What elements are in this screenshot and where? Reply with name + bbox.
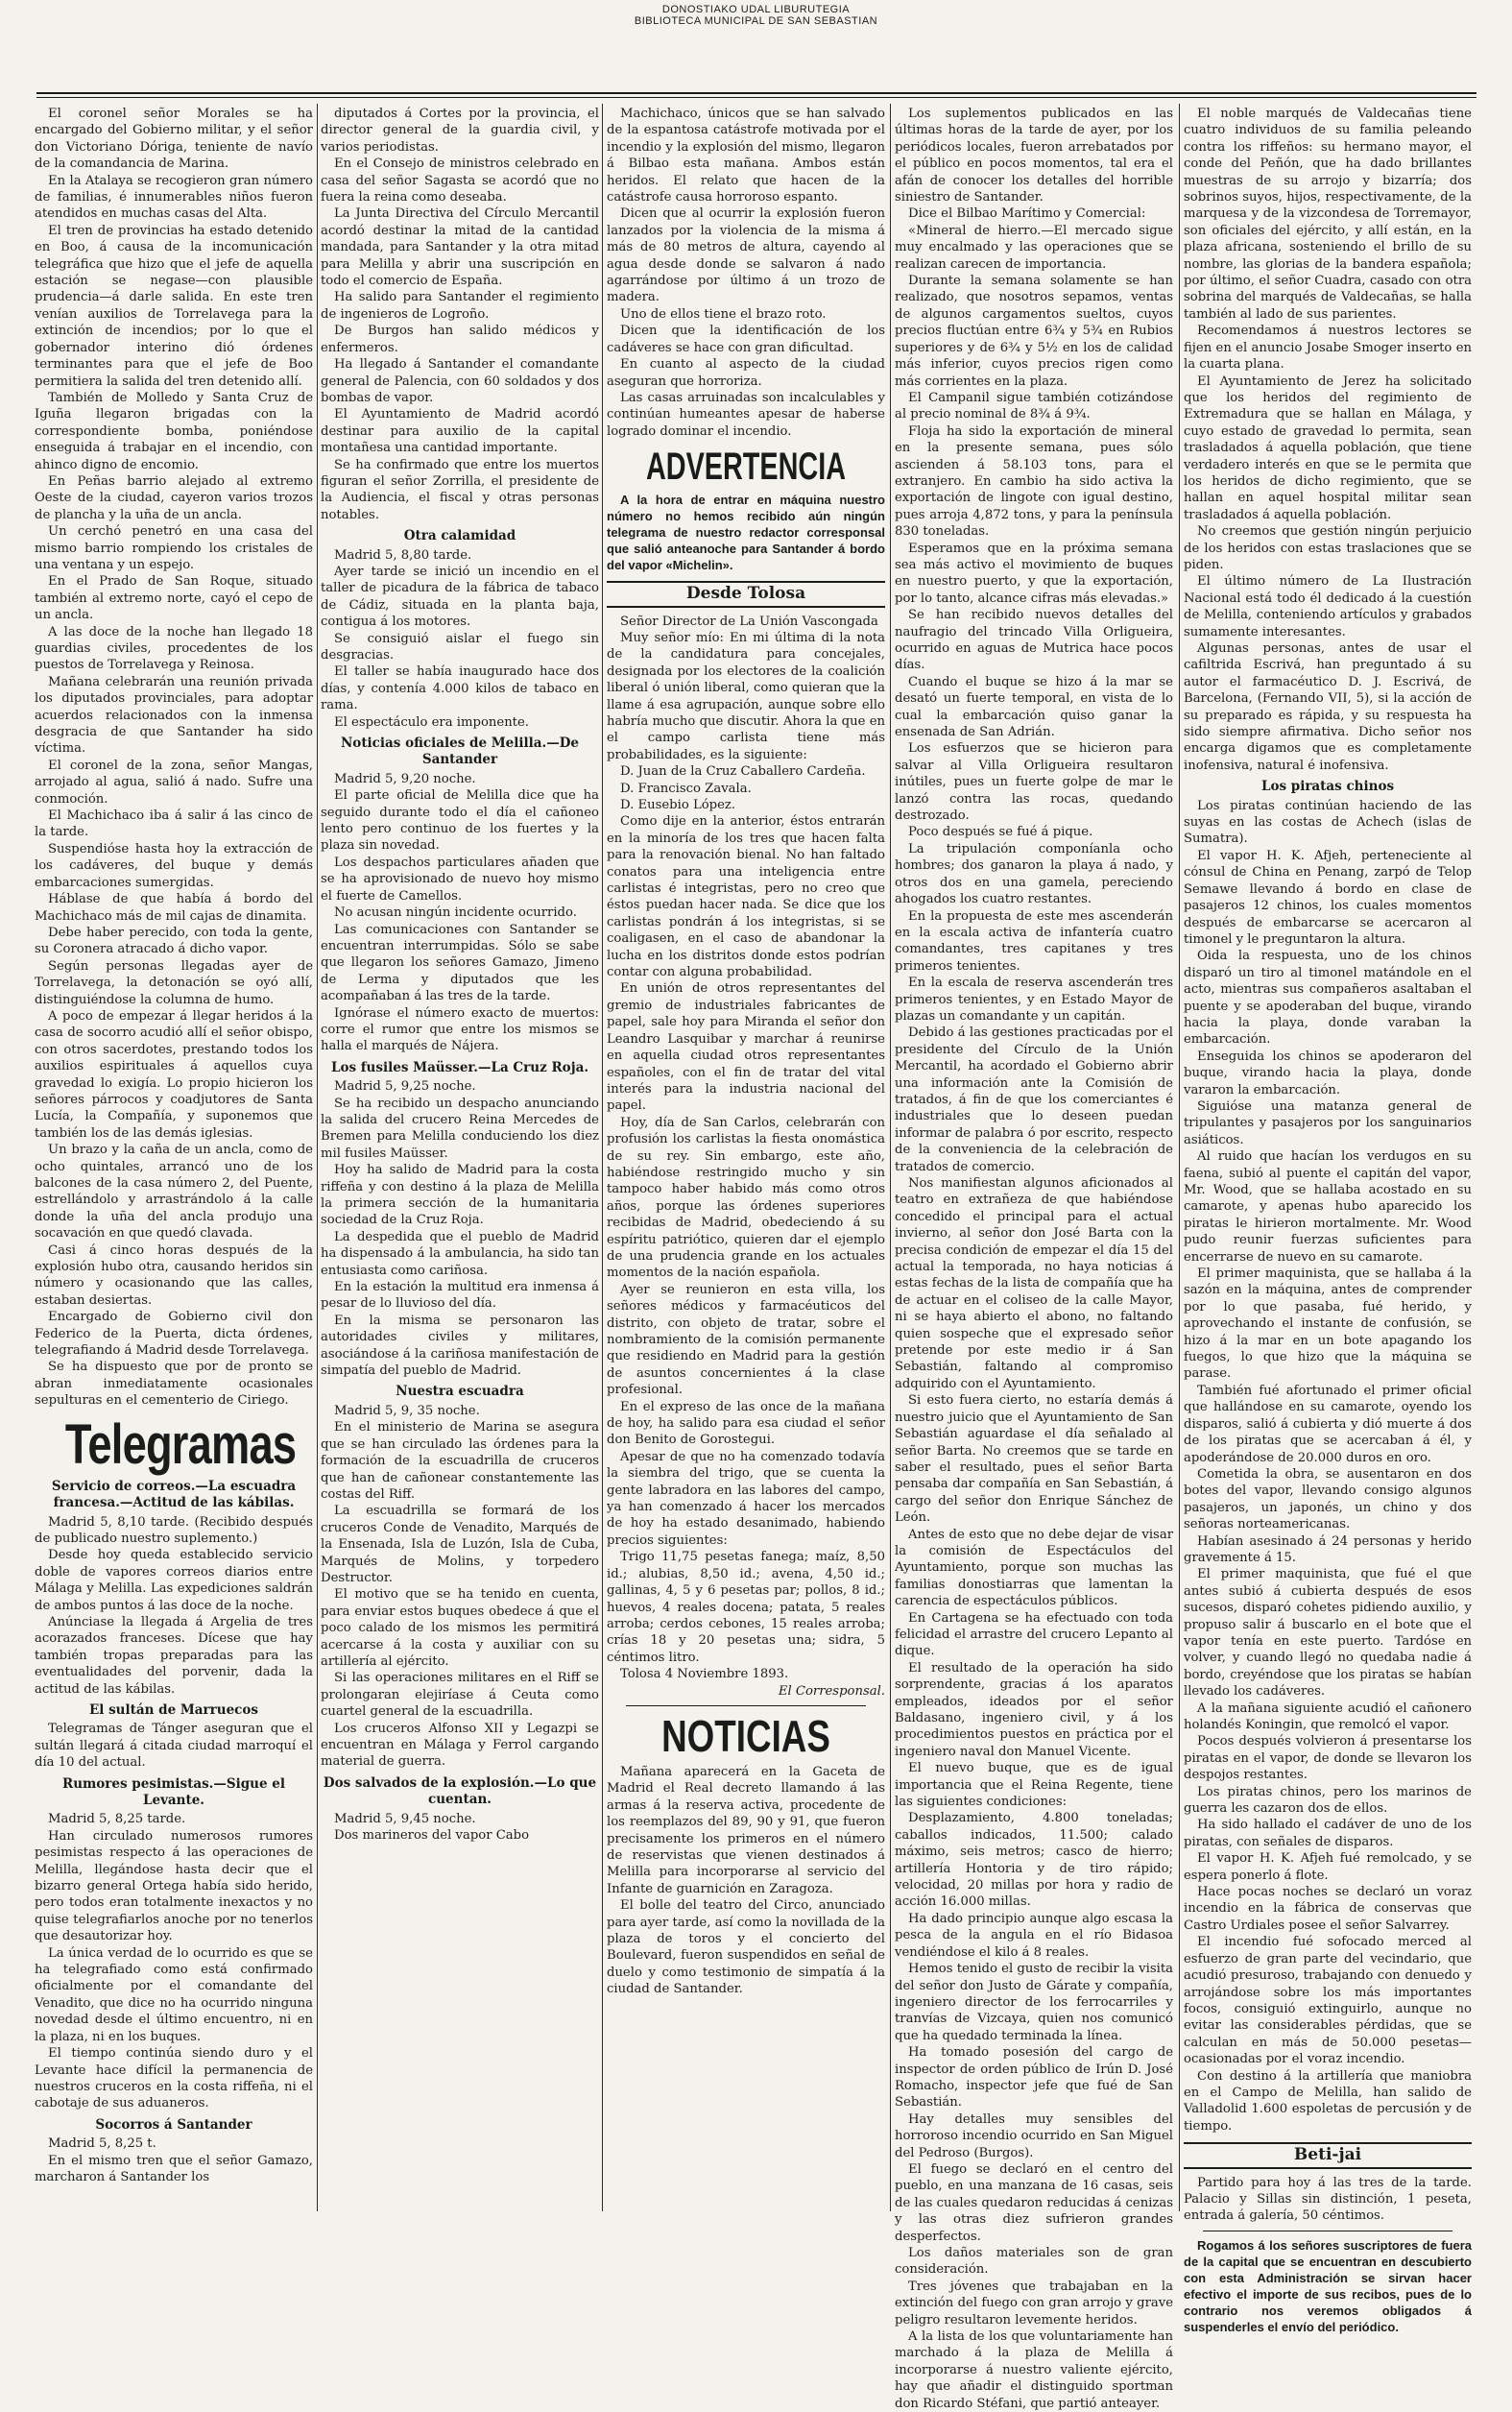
article-paragraph: El Ayuntamiento de Jerez ha solicitado que los heridos del regimiento de Extremadura que se hallan en Málaga, y cuyo estado de gravedad lo permita, sean trasladados á aquella población, que tiene verdadero interés en que se le permita que los heridos de dicho regimiento, que se hallan en aquel hospital militar sean trasladados á aquella población. — [1184, 374, 1472, 522]
article-paragraph: El Ayuntamiento de Madrid acordó destinar para auxilio de la capital montañesa una cantidad importante. — [321, 407, 599, 456]
article-paragraph: Ha tomado posesión del cargo de inspector de orden público de Irún D. José Romacho, inspector jefe que fué de San Sebastián. — [895, 2045, 1173, 2110]
dateline: Madrid 5, 8,25 t. — [48, 2136, 156, 2152]
dateline: Madrid 5, 8,25 tarde. — [48, 1812, 186, 1827]
article-paragraph: Habían asesinado á 24 personas y herido gravemente á 15. — [1184, 1533, 1472, 1565]
article-paragraph: Los suplementos publicados en las últimas horas de la tarde de ayer, por los periódicos locales, fueron arrebatados por el público en pocos momentos, tal era el afán de conocer los detalles del horrible siniestro de Santander. — [895, 107, 1173, 205]
article-paragraph: Oida la respuesta, uno de los chinos disparó un tiro al timonel matándole en el acto, mientras sus compañeros asaltaban el puente y se apoderaban del buque, virando hacia la playa, donde varaban la embarcación. — [1184, 949, 1472, 1048]
article-paragraph: En la escala de reserva ascenderán tres primeros tenientes, y en Estado Mayor de plazas un comandante y un capitán. — [895, 976, 1173, 1024]
column-2 — [321, 106, 599, 2208]
article-paragraph: El incendio fué sofocado merced al esfuerzo de gran parte del vecindario, que acudió presuroso, trabajando con denuedo y arrojándose sobre los más importantes focos, consiguió extinguirlo, aunque no evitar las considerables pérdidas, que se calculan en más de 50.000 pesetas—ocasionadas por el voraz incendio. — [1184, 1935, 1472, 2067]
article-paragraph: Según personas llegadas ayer de Torrelavega, la detonación se oyó allí, distinguiéndose la columna de humo. — [35, 958, 313, 1007]
signature: El Corresponsal. — [778, 1683, 885, 1699]
news-headline: Otra calamidad — [403, 528, 516, 544]
article-paragraph: En el Prado de San Roque, situado también al extremo norte, cayó el cepo de un ancla. — [35, 574, 313, 623]
article-paragraph: El Campanil sigue también cotizándose al precio nominal de 8¾ á 9¾. — [895, 390, 1173, 422]
article-paragraph: Enseguida los chinos se apoderaron del buque, virando hacia la playa, donde vararon la embarcación. — [1184, 1049, 1472, 1097]
article-paragraph: La escuadrilla se formará de los cruceros Conde de Venadito, Marqués de la Ensenada, Isla de Luzón, Isla de Cuba, Marqués de Molins, y torpedero Destructor. — [321, 1504, 599, 1585]
article-paragraph: Algunas personas, antes de usar el cafiltrida Escrivá, han preguntado á su autor el farmacéutico D. J. Escrivá, de Barcelona, (Fernando VII, 5), si la acción de su preparado es rápida, y su respuesta ha sido siempre afirmativa. Dicho señor nos encarga digamos que es completamente inofensiva, natural é inofensiva. — [1184, 641, 1472, 773]
article-paragraph: A poco de empezar á llegar heridos á la casa de socorro acudió allí el señor obispo, con otros sacerdotes, prestando todos los auxilios espirituales á aquellos cuya gravedad lo exigía. Lo propio hicieron los señores párrocos y coadjutores de Santa Lucía, la Compañía, y suponemos que también los de las demás iglesias. — [35, 1008, 313, 1141]
article-paragraph: El tiempo continúa siendo duro y el Levante hace difícil la permanencia de nuestros cruceros en la costa riffeña, ni el cabotaje de sus aduaneros. — [35, 2046, 313, 2111]
article-paragraph: Esperamos que en la próxima semana sea más activo el movimiento de buques en nuestro puerto, y que la exportación, por lo tanto, alcance cifras más elevadas.» — [895, 541, 1173, 606]
archive-header — [0, 4, 1512, 27]
article-paragraph: Las casas arruinadas son incalculables y continúan humeantes apesar de haberse logrado dominar el incendio. — [607, 390, 885, 439]
column-4 — [895, 106, 1173, 2411]
dateline: Madrid 5, 8,80 tarde. — [334, 547, 472, 563]
top-rule — [36, 92, 1476, 94]
article-paragraph: Durante la semana solamente se han realizado, que nosotros sepamos, ventas de algunos cargamentos sueltos, cuyos precios fluctúan entre 6¾ y 5¾ en Rubios superiores y de 6¾ y 5½ en los de calidad más inferior, cuyos precios rigen como más corrientes en la plaza. — [895, 274, 1173, 389]
section-title-desde-tolosa: Desde Tolosa — [607, 581, 885, 607]
article-paragraph: Los esfuerzos que se hicieron para salvar al Villa Orligueira resultaron inútiles, pues un fuerte golpe de mar le lanzó contra las rocas, quedando destrozado. — [895, 741, 1173, 824]
article-paragraph: Las comunicaciones con Santander se encuentran interrumpidas. Sólo se sabe que llegaron los señores Gamazo, Jimeno de Lerma y diputados que les acompañaban á las tres de la tarde. — [321, 922, 599, 1004]
article-paragraph: Suspendióse hasta hoy la extracción de los cadáveres, del buque y demás embarcaciones sumergidas. — [35, 841, 313, 890]
news-headline: Noticias oficiales de Melilla.—De Santander — [340, 736, 580, 768]
article-paragraph: «Mineral de hierro.—El mercado sigue muy encalmado y las operaciones que se realizan carecen de importancia. — [895, 223, 1173, 272]
article-paragraph: Telegramas de Tánger aseguran que el sultán llegará á citada ciudad marroquí el día 10 del actual. — [35, 1722, 313, 1771]
article-paragraph: Desde hoy queda establecido servicio doble de vapores correos diarios entre Málaga y Melilla. Las expediciones saldrán de ambos puntos á las doce de la noche. — [35, 1548, 313, 1613]
archive-line-2: BIBLIOTECA MUNICIPAL DE SAN SEBASTIAN — [634, 15, 878, 27]
article-paragraph: En el mismo tren que el señor Gamazo, marcharon á Santander los — [35, 2153, 313, 2184]
archive-line-1: DONOSTIAKO UDAL LIBURUTEGIA — [661, 4, 851, 15]
candidate-line: D. Francisco Zavala. — [620, 781, 752, 796]
article-paragraph: Casi á cinco horas después de la explosión hubo otra, causando heridos sin número y ocasionando que las calles, estaban desiertas. — [35, 1242, 313, 1308]
article-paragraph: No creemos que gestión ningún perjuicio de los heridos con estas traslaciones que se piden. — [1184, 524, 1472, 572]
article-paragraph: La despedida que el pueblo de Madrid ha dispensado á la ambulancia, ha sido tan entusiasta como cariñosa. — [321, 1229, 599, 1278]
article-paragraph: Mañana celebrarán una reunión privada los diputados provinciales, para adoptar acuerdos relacionados con la inmensa desgracia de que Santander ha sido víctima. — [35, 674, 313, 757]
article-paragraph: diputados á Cortes por la provincia, el director general de la guardia civil, y varios periodistas. — [321, 107, 599, 155]
column-1 — [35, 106, 313, 2208]
news-headline: Los piratas chinos — [1260, 779, 1395, 795]
section-title-telegramas: Telegramas — [64, 1412, 297, 1476]
article-paragraph: El vapor H. K. Afjeh fué remolcado, y se espera ponerlo á flote. — [1184, 1851, 1472, 1883]
article-paragraph: En Cartagena se ha efectuado con toda felicidad el arrastre del crucero Lepanto al dique. — [895, 1610, 1173, 1659]
separator — [626, 1705, 866, 1706]
article-paragraph: El coronel de la zona, señor Mangas, arrojado al agua, salió á nado. Sufre una conmoción. — [35, 758, 313, 807]
article-paragraph: Los daños materiales son de gran consideración. — [895, 2246, 1173, 2278]
article-paragraph: Debido á las gestiones practicadas por el presidente del Círculo de la Unión Mercantil, ha acordado el Gobierno abrir una información ante la Comisión de tratados, á fin de que los comerciantes é industriales que lo deseen puedan informar de palabra ó por escrito, respecto de la conveniencia de la celebración de tratados de comercio. — [895, 1025, 1173, 1174]
news-headline: Rumores pesimistas.—Sigue el Levante. — [61, 1775, 286, 1808]
article-paragraph: Nos manifiestan algunos aficionados al teatro en extrañeza de que habiéndose concedido el principal para el actual invierno, al señor don José Barta con la precisa condición de empezar el día 15 del actual la temporada, no haya noticias á estas fechas de la lista de compañía que ha de actuar en el coliseo de la calle Mayor, ni se haya abierto el abono, no faltando quien sospeche que el expresado señor pretende por este medio ir á San Sebastián, faltando al compromiso adquirido con el Ayuntamiento. — [895, 1176, 1173, 1391]
article-paragraph: El taller se había inaugurado hace dos días, y contenía 4.000 kilos de tabaco en rama. — [321, 664, 599, 713]
article-paragraph: Desplazamiento, 4.800 toneladas; caballos indicados, 11.500; calado máximo, seis metros; casco de hierro; artillería Hontoria y de tiro rápido; velocidad, 20 millas por hora y radio de acción 16.000 millas. — [895, 1811, 1173, 1910]
article-paragraph: En la Atalaya se recogieron gran número de familias, é innumerables niños fueron atendidos en muchas casas del Alta. — [35, 173, 313, 222]
article-paragraph: En la estación la multitud era inmensa á pesar de lo lluvioso del día. — [321, 1280, 599, 1312]
article-paragraph: Recomendamos á nuestros lectores se fijen en el anuncio Josabe Smoger inserto en la cuarta plana. — [1184, 324, 1472, 373]
article-paragraph: Mañana aparecerá en la Gaceta de Madrid el Real decreto llamando á las armas á la reserva activa, procedente de los reemplazos del 89, 90 y 91, que fueron precisamente los primeros en el número de reservistas que vienen destinados á Melilla para incorporarse al servicio del Infante de guarnición en Zaragoza. — [607, 1764, 885, 1896]
article-paragraph: Machichaco, únicos que se han salvado de la espantosa catástrofe motivada por el incendio y la explosión del mismo, llegaron á Bilbao esta mañana. Ambos están heridos. El relato que hacen de la catástrofe causa horroroso espanto. — [607, 107, 885, 205]
column-5 — [1184, 106, 1472, 2334]
article-paragraph: Hemos tenido el gusto de recibir la visita del señor don Justo de Gárate y compañía, ingeniero director de los ferrocarriles y tranvías de Vizcaya, quien nos comunicó que ha quedado terminada la línea. — [895, 1962, 1173, 2043]
dateline: Madrid 5, 8,10 tarde. (Recibido después de publicado nuestro suplemento.) — [35, 1514, 313, 1546]
article-paragraph: Apesar de que no ha comenzado todavía la siembra del trigo, que se cuenta la gente labradora en las labores del campo, ya han comenzado á hacer los mercados de hoy ha estado desanimado, habiendo precios siguientes: — [607, 1449, 885, 1548]
article-paragraph: El Machichaco iba á salir á las cinco de la tarde. — [35, 808, 313, 840]
article-paragraph: De Burgos han salido médicos y enfermeros. — [321, 324, 599, 355]
article-paragraph: Tres jóvenes que trabajaban en la extinción del fuego con gran arrojo y grave peligro resultaron levemente heridos. — [895, 2279, 1173, 2328]
dateline: Madrid 5, 9, 35 noche. — [334, 1403, 480, 1418]
column-divider — [602, 104, 603, 2211]
article-paragraph: En cuanto al aspecto de la ciudad aseguran que horroriza. — [607, 357, 885, 389]
article-paragraph: A la lista de los que voluntariamente han marchado á la plaza de Melilla á incorporarse á nuestro valiente ejército, hay que añadir el distinguido sportman don Ricardo Stéfani, que partió anteayer. — [895, 2329, 1173, 2411]
article-paragraph: Han circulado numerosos rumores pesimistas respecto á las operaciones de Melilla, llegándose hasta decir que el bizarro general Ortega había sido herido, pero todos eran totalmente inexactos y no quise telegrafiarlos anoche por no tenerlos que desautorizar hoy. — [35, 1828, 313, 1944]
article-paragraph: Se han recibido nuevos detalles del naufragio del trincado Villa Orligueira, ocurrido en aguas de Mutrica hace pocos días. — [895, 608, 1173, 673]
article-paragraph: Dice el Bilbao Marítimo y Comercial: — [908, 206, 1146, 222]
article-paragraph: Un brazo y la caña de un ancla, como de ocho quintales, arrancó uno de los balcones de la casa número 2, del Puente, estrellándolo y arrastrándolo á la calle donde la uña del ancla produjo una socavación en que quedó clavada. — [35, 1143, 313, 1242]
article-paragraph: El tren de provincias ha estado detenido en Boo, á causa de la incomunicación telegráfica que hizo que el jefe de aquella estación se negase—con plausible prudencia—á darle salida. En este tren venían auxilios de Torrelavega para la extinción de incendios; por lo que el gobernador interino dió órdenes terminantes para que el jefe de Boo permitiera la salida del tren detenido allí. — [35, 223, 313, 389]
news-headline: Nuestra escuadra — [396, 1384, 524, 1400]
article-paragraph: Los piratas chinos, pero los marinos de guerra les cazaron dos de ellos. — [1184, 1784, 1472, 1817]
article-paragraph: El espectáculo era imponente. — [334, 714, 529, 730]
article-paragraph: El último número de La Ilustración Nacional está todo él dedicado á la cuestión de Melilla, conteniendo artículos y grabados sumamente interesantes. — [1184, 574, 1472, 639]
article-paragraph: Encargado de Gobierno civil don Federico de la Puerta, dicta órdenes, telegrafiando á Madrid desde Torrelavega. — [35, 1310, 313, 1359]
news-headline: El sultán de Marruecos — [88, 1701, 259, 1718]
section-title-advertencia: ADVERTENCIA — [645, 446, 847, 489]
article-paragraph: Los despachos particulares añaden que se ha aprovisionado de nuevo hoy mismo el fuerte de Camellos. — [321, 855, 599, 904]
article-paragraph: Uno de ellos tiene el brazo roto. — [620, 306, 827, 322]
article-paragraph: Ha salido para Santander el regimiento de ingenieros de Logroño. — [321, 290, 599, 322]
article-paragraph: Los piratas continúan haciendo de las suyas en las costas de Achech (islas de Sumatra). — [1184, 798, 1472, 847]
article-paragraph: Trigo 11,75 pesetas fanega; maíz, 8,50 id.; alubias, 8,50 id.; avena, 4,50 id.; gallinas, 4, 5 y 6 pesetas par; pollos, 8 id.; huevos, 4 reales docena; patata, 5 reales arroba; cerdos cebones, 15 reales arroba; crías 18 y 20 pesetas una; sidra, 5 céntimos litro. — [607, 1550, 885, 1665]
article-paragraph: El parte oficial de Melilla dice que ha seguido durante todo el día el cañoneo lento pero continuo de los fuertes y la plaza sin novedad. — [321, 788, 599, 854]
news-headline: Dos salvados de la explosión.—Lo que cuentan. — [323, 1774, 597, 1808]
article-paragraph: El bolle del teatro del Circo, anunciado para ayer tarde, así como la novillada de la plaza de toros y el concierto del Boulevard, fueron suspendidos en señal de duelo y como testimonio de simpatía á la ciudad de Santander. — [607, 1898, 885, 1997]
article-paragraph: Ha dado principio aunque algo escasa la pesca de la angula en el río Bidasoa vendiéndose el kilo á 8 reales. — [895, 1911, 1173, 1960]
article-paragraph: Ha sido hallado el cadáver de uno de los piratas, con señales de disparos. — [1184, 1818, 1472, 1849]
article-paragraph: Ayer tarde se inició un incendio en el taller de picadura de la fábrica de tabaco de Cádiz, situada en la planta baja, contigua á los motores. — [321, 564, 599, 630]
article-paragraph: El primer maquinista, que se hallaba á la sazón en la máquina, antes de comprender por lo que pasaba, fué herido, y aprovechando el instante de confusión, se hizo á la mar en un bote apagando los fuegos, lo que hizo que la máquina se parase. — [1184, 1266, 1472, 1382]
article-paragraph: Hoy ha salido de Madrid para la costa riffeña y con destino á la plaza de Melilla la primera sección de la humanitaria sociedad de la Cruz Roja. — [321, 1163, 599, 1228]
article-paragraph: El nuevo buque, que es de igual importancia que el Reina Regente, tiene las siguientes condiciones: — [895, 1761, 1173, 1810]
article-paragraph: La única verdad de lo ocurrido es que se ha telegrafiado como está confirmado oficialmente por el comandante del Venadito, que dice no ha ocurrido ninguna novedad desde el último encuentro, ni en la plaza, ni en los buques. — [35, 1945, 313, 2044]
article-paragraph: Partido para hoy á las tres de la tarde. Palacio y Sillas sin distinción, 1 peseta, entrada á galería, 50 céntimos. — [1184, 2175, 1472, 2224]
article-paragraph: Dos marineros del vapor Cabo — [334, 1828, 530, 1844]
candidate-line: D. Juan de la Cruz Caballero Cardeña. — [620, 764, 866, 780]
news-headline: Servicio de correos.—La escuadra francesa.—Actitud de las kábilas. — [51, 1478, 297, 1511]
section-title-noticias: NOTICIAS — [661, 1710, 830, 1761]
article-paragraph: El fuego se declaró en el centro del pueblo, en una manzana de 16 casas, seis de las cuales quedaron reducidas á cenizas y las otras diez sufrieron grandes desperfectos. — [895, 2161, 1173, 2244]
article-paragraph: Se ha dispuesto que por de pronto se abran inmediatamente ocasionales sepulturas en el cementerio de Ciriego. — [35, 1360, 313, 1409]
article-paragraph: En el ministerio de Marina se asegura que se han circulado las órdenes para la formación de la escuadrilla de cruceros que han de cañonear constantemente las costas del Riff. — [321, 1420, 599, 1502]
dateline: Madrid 5, 9,45 noche. — [334, 1811, 476, 1826]
article-paragraph: Un cerchó penetró en una casa del mismo barrio rompiendo los cristales de una ventana y un espejo. — [35, 524, 313, 572]
candidate-line: D. Eusebio López. — [620, 798, 736, 812]
article-paragraph: Muy señor mío: En mi última di la nota de la candidatura para concejales, designada por los electores de la coalición liberal ó unión liberal, como quieran que la llame á esa agrupación, aunque sobre ello habría mucho que discutir. Ahora la que en el campo carlista tiene más probabilidades, es la siguiente: — [607, 630, 885, 762]
article-paragraph: Si las operaciones militares en el Riff se prolongaran elejiríase á Ceuta como cuartel general de la escuadrilla. — [321, 1671, 599, 1720]
article-paragraph: El vapor H. K. Afjeh, perteneciente al cónsul de China en Penang, zarpó de Telop Semawe llevando á bordo en clase de pasajeros 12 chinos, los cuales momentos después de embarcarse se acercaron al timonel y le preguntaron la altura. — [1184, 848, 1472, 947]
dateline: Madrid 5, 9,25 noche. — [334, 1079, 476, 1095]
article-paragraph: En el Consejo de ministros celebrado en casa del señor Sagasta se acordó que no fuera la reina como deseaba. — [321, 157, 599, 205]
article-paragraph: Al ruido que hacían los verdugos en su faena, subió al puente el capitán del vapor, Mr. Wood, que se hallaba acostado en su camarote, y apenas hubo aparecido los piratas le hirieron mortalmente. Mr. Wood pudo reunir fuerzas suficientes para encerrarse de nuevo en su camarote. — [1184, 1149, 1472, 1265]
article-paragraph: La Junta Directiva del Círculo Mercantil acordó destinar la mitad de la cantidad mandada, para Santander y la otra mitad para Melilla y abrir una suscripción en todo el comercio de España. — [321, 206, 599, 289]
article-paragraph: Pocos después volvieron á presentarse los piratas en el vapor, de donde se llevaron los despojos restantes. — [1184, 1734, 1472, 1783]
news-headline: Socorros á Santander — [95, 2116, 252, 2133]
article-paragraph: Ignórase el número exacto de muertos: corre el rumor que entre los mismos se halla el marqués de Nájera. — [321, 1005, 599, 1054]
subscribers-notice: Rogamos á los señores suscriptores de fuera de la capital que se encuentran en descubierto con esta Administración se sirvan hacer efectivo el importe de sus recibos, pues de lo contrario nos veremos obligados á suspenderles el envío del periódico. — [1184, 2237, 1472, 2334]
article-paragraph: El resultado de la operación ha sido sorprendente, gracias á los aparatos empleados, ideados por el señor Baldasano, ingeniero civil, y á los procedimientos puestos en práctica por el ingeniero naval don Manuel Vicente. — [895, 1660, 1173, 1759]
article-paragraph: Se consiguió aislar el fuego sin desgracias. — [321, 631, 599, 663]
article-paragraph: Anúnciase la llegada á Argelia de tres acorazados franceses. Dícese que hay también tropas preparadas para las eventualidades del porvenir, dada la actitud de las kábilas. — [35, 1614, 313, 1697]
article-paragraph: Hace pocas noches se declaró un voraz incendio en la fábrica de conservas que Castro Urdiales posee el señor Salvarrey. — [1184, 1885, 1472, 1933]
article-paragraph: Poco después se fué á pique. — [908, 825, 1093, 840]
article-paragraph: En Peñas barrio alejado al extremo Oeste de la ciudad, cayeron varios trozos de plancha y la uña de un ancla. — [35, 473, 313, 522]
article-paragraph: Antes de esto que no debe dejar de visar la comisión de Espectáculos del Ayuntamiento, porque son muchas las familias donostiarras que lamentan la carencia de espectáculos públicos. — [895, 1527, 1173, 1609]
advertencia-notice: A la hora de entrar en máquina nuestro número no hemos recibido aún ningún telegrama de nuestro redactor corresponsal que salió anteanoche para Santander á bordo del vapor «Michelin». — [607, 493, 885, 573]
article-paragraph: Los cruceros Alfonso XII y Legazpi se encuentran en Málaga y Ferrol cargando material de guerra. — [321, 1721, 599, 1770]
article-paragraph: En la propuesta de este mes ascenderán en la escala activa de infantería cuatro comandantes, tres capitanes y tres primeros tenientes. — [895, 908, 1173, 974]
article-paragraph: El primer maquinista, que fué el que antes subió á cubierta después de esos sucesos, disparó cohetes pidiendo auxilio, y propuso salir á buscarlo en el bote que el vapor tenía en este puerto. Tardóse en volver, y cuando llegó no quedaba nadie á bordo, creyéndose que los piratas se habían llevado los cadáveres. — [1184, 1567, 1472, 1700]
article-paragraph: Cometida la obra, se ausentaron en dos botes del vapor, llevando consigo algunos pasajeros, un japonés, un chino y dos señoras norteamericanas. — [1184, 1466, 1472, 1532]
article-paragraph: Debe haber perecido, con toda la gente, su Coronera atracado á dicho vapor. — [35, 925, 313, 957]
news-headline: Los fusiles Maüsser.—La Cruz Roja. — [330, 1059, 589, 1075]
article-paragraph: Dicen que la identificación de los cadáveres se hace con gran dificultad. — [607, 324, 885, 355]
column-divider — [890, 104, 891, 2211]
article-paragraph: Hay detalles muy sensibles del horroroso incendio ocurrido en San Miguel del Pedroso (Burgos). — [895, 2111, 1173, 2160]
article-paragraph: Ha llegado á Santander el comandante general de Palencia, con 60 soldados y dos bombas de vapor. — [321, 357, 599, 405]
column-divider — [317, 104, 318, 2211]
dateline: Tolosa 4 Noviembre 1893. — [620, 1667, 789, 1682]
column-divider — [1179, 104, 1180, 2211]
article-paragraph: Ayer se reunieron en esta villa, los señores médicos y farmacéuticos del distrito, con objeto de tratar, sobre el nombramiento de la comisión permanente que residiendo en Madrid para la gestión de asuntos concernientes á la clase profesional. — [607, 1282, 885, 1398]
section-title-beti-jai: Beti-jai — [1184, 2142, 1472, 2168]
article-paragraph: El coronel señor Morales se ha encargado del Gobierno militar, y el señor don Victoriano Dóriga, teniente de navío de la comandancia de Marina. — [35, 107, 313, 172]
dateline: Madrid 5, 9,20 noche. — [334, 771, 476, 786]
article-paragraph: Cuando el buque se hizo á la mar se desató un fuerte temporal, en vista de lo cual la embarcación quiso ganar la ensenada de San Adrián. — [895, 674, 1173, 740]
article-paragraph: Se ha recibido un despacho anunciando la salida del crucero Reina Mercedes de Bremen para Melilla conduciendo los diez mil fusiles Maüsser. — [321, 1096, 599, 1161]
article-paragraph: En unión de otros representantes del gremio de industriales fabricantes de papel, sale hoy para Miranda el señor don Leandro Lasquibar y marchar á reunirse en aquella ciudad otros representantes españoles, con el fin de tratar del vital interés para la industria nacional del papel. — [607, 981, 885, 1114]
article-paragraph: Como dije en la anterior, éstos entrarán en la minoría de los tres que hacen falta para la renovación bienal. No han faltado conatos para una inteligencia entre carlistas é integristas, pero no creo que éstos puedan hacer nada. Se dice que los carlistas pondrán á los integristas, si se coaligasen, en el caso de abandonar la lucha en los distritos donde estos podrían contar con alguna probabilidad. — [607, 814, 885, 980]
article-paragraph: En la misma se personaron las autoridades civiles y militares, asociándose á la cariñosa manifestación de simpatía del pueblo de Madrid. — [321, 1313, 599, 1379]
article-paragraph: Floja ha sido la exportación de mineral en la presente semana, pues sólo ascienden á 58.103 tons, para el extranjero. En cambio ha sido activa la exportación de lingote con igual destino, pues arroja 4,872 tons, y para la península 830 toneladas. — [895, 423, 1173, 540]
article-paragraph: Con destino á la artillería que maniobra en el Campo de Melilla, han salido de Valladolid 1.600 espoletas de percusión y de tiempo. — [1184, 2068, 1472, 2134]
article-paragraph: Si esto fuera cierto, no estaría demás á nuestro juicio que el Ayuntamiento de San Sebastián aguardase el día señalado al señor Barta. No creemos que se tarde en saber el resultado, pues el señor Barta pensaba dar compañía en San Sebastián, á cargo del señor don Enrique Sánchez de León. — [895, 1393, 1173, 1526]
column-3 — [607, 106, 885, 2208]
article-paragraph: Dicen que al ocurrir la explosión fueron lanzados por la violencia de la misma á más de 80 metros de altura, cayendo al agua desde donde se salvaron á nado agarrándose por último á un trozo de madera. — [607, 206, 885, 305]
article-paragraph: La tripulación componíanla ocho hombres; dos ganaron la playa á nado, y otros dos en una gamela, pereciendo ahogados los cuatro restantes. — [895, 841, 1173, 907]
article-paragraph: A la mañana siguiente acudió el cañonero holandés Koningin, que remolcó el vapor. — [1184, 1700, 1472, 1732]
article-paragraph: A las doce de la noche han llegado 18 guardias civiles, procedentes de los puestos de Torrelavega y Reinosa. — [35, 624, 313, 673]
article-paragraph: No acusan ningún incidente ocurrido. — [334, 905, 577, 921]
article-paragraph: El noble marqués de Valdecañas tiene cuatro individuos de su familia peleando contra los riffeños: su hermano mayor, el conde del Peñón, que ha dado brillantes muestras de su arrojo y bizarría; dos sobrinos suyos, hijos, respectivamente, de la marquesa y de la vizcondesa de Torremayor, son oficiales del ejército, y allí están, en la plaza africana, sosteniendo el brillo de su nombre, las glorias de la bandera española; por último, el señor Cuadra, casado con otra sobrina del marqués de Valdecañas, se halla también al lado de sus parientes. — [1184, 107, 1472, 322]
article-paragraph: Se ha confirmado que entre los muertos figuran el señor Zorrilla, el presidente de la Audiencia, el fiscal y otras personas notables. — [321, 457, 599, 522]
article-paragraph: El motivo que se ha tenido en cuenta, para enviar estos buques obedece á que el poco calado de los mismos les permitirá acercarse á la costa y auxiliar con su artillería al ejército. — [321, 1587, 599, 1669]
article-paragraph: Hoy, día de San Carlos, celebrarán con profusión los carlistas la fiesta onomástica de su rey. Sin embargo, este año, habiéndose restringido mucho y sin tampoco haber habido más como otros años, porque las órdenes superiores recibidas de Madrid, obedeciendo á su espíritu patriótico, quieren dar el ejemplo de una prudencia grande en los actuales momentos de la nación española. — [607, 1115, 885, 1281]
article-paragraph: También fué afortunado el primer oficial que hallándose en su camarote, oyendo los disparos, salió á cubierta y dió muerte á dos de los piratas que se acercaban á él, y apoderándose de 20.000 duros en oro. — [1184, 1383, 1472, 1465]
article-paragraph: Siguióse una matanza general de tripulantes y pasajeros por los sanguinarios asiáticos. — [1184, 1098, 1472, 1147]
article-paragraph: También de Molledo y Santa Cruz de Iguña llegaron brigadas con la correspondiente bomba, poniéndose enseguida á trabajar en el incendio, con ahinco digno de encomio. — [35, 390, 313, 472]
top-rule-thin — [36, 97, 1476, 98]
article-paragraph: Háblase de que había á bordo del Machichaco más de mil cajas de dinamita. — [35, 892, 313, 924]
article-paragraph: Señor Director de La Unión Vascongada — [620, 614, 878, 629]
article-paragraph: En el expreso de las once de la mañana de hoy, ha salido para esa ciudad el señor don Benito de Gorostegui. — [607, 1399, 885, 1448]
